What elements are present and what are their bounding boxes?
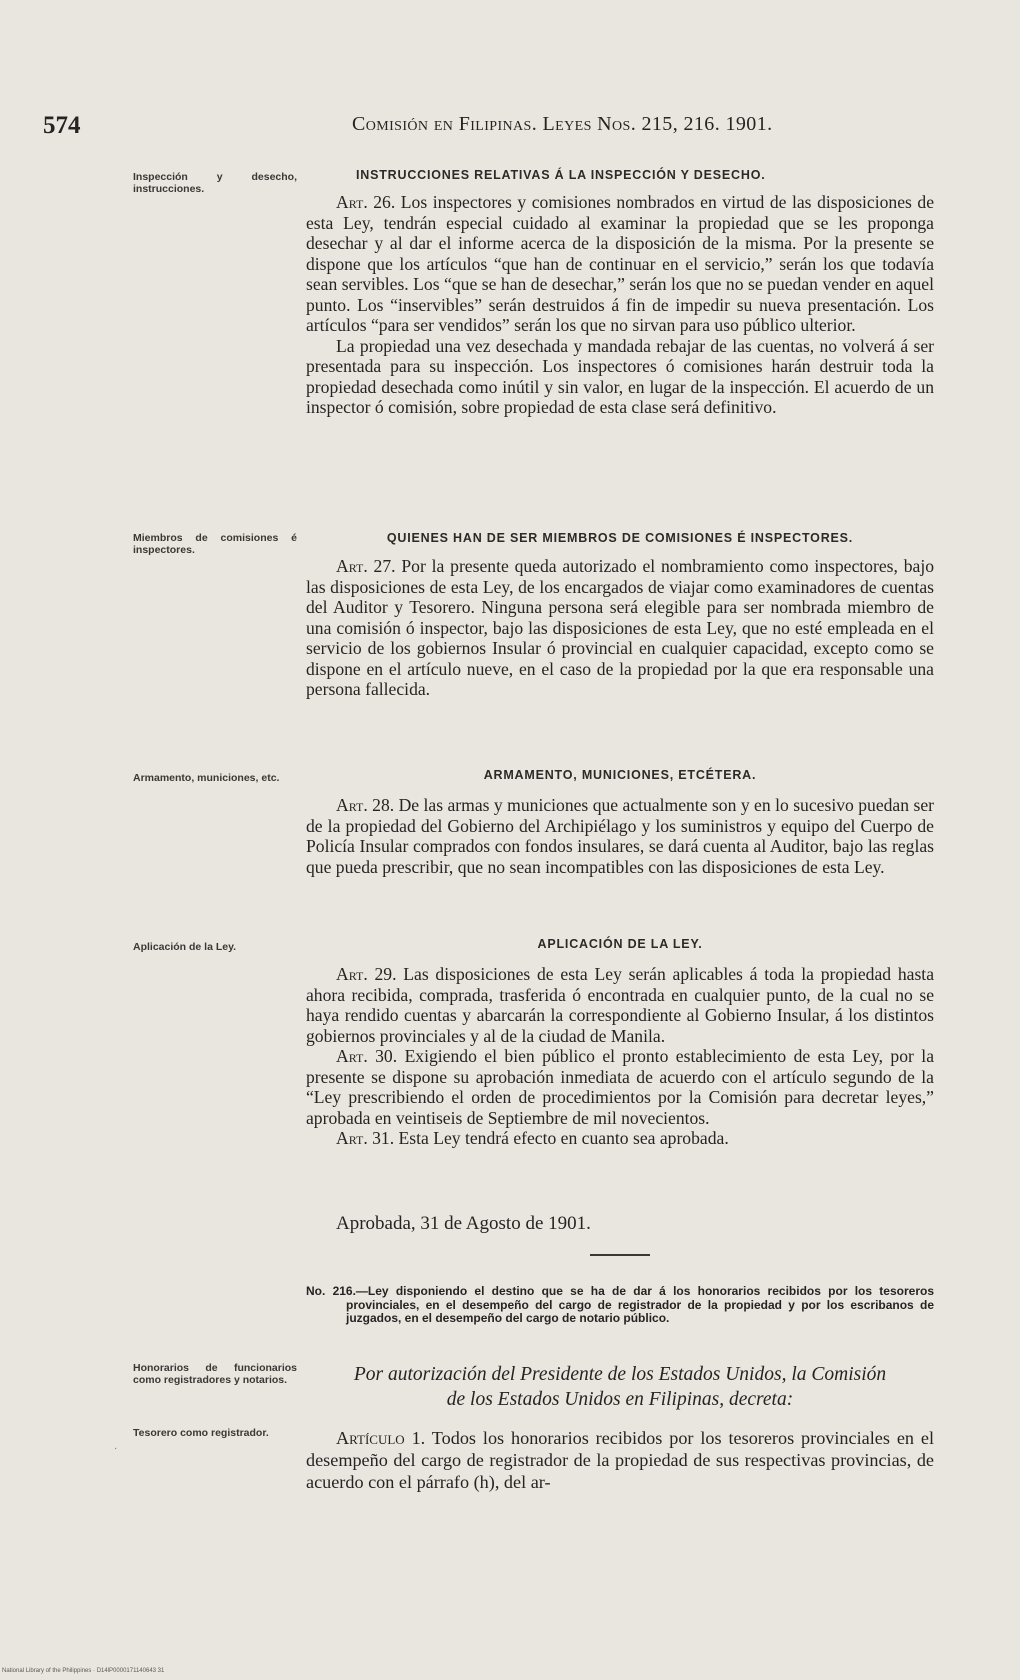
section-heading-members: QUIENES HAN DE SER MIEMBROS DE COMISIONES É INSPECTORES.: [386, 531, 854, 545]
article-27-paragraph: [306, 556, 934, 700]
law-216-article-1-text: Todos los honorarios recibidos por los tesoreros provinciales en el desempeño del cargo de registrador de la propiedad de sus respectivas provincias, de acuerdo con el párrafo (h), del ar-: [306, 1428, 935, 1492]
page-number: 574: [43, 112, 81, 139]
margin-note-tesorero: Tesorero como registrador.: [133, 1427, 269, 1439]
article-27-block: [306, 556, 934, 700]
article-29-paragraph: [306, 964, 934, 1046]
section-heading-application: APLICACIÓN DE LA LEY.: [537, 937, 703, 951]
margin-note-members: Miembros de comisiones é inspectores.: [133, 532, 297, 556]
law-216-summary: No. 216.—Ley disponiendo el destino que se ha de dar á los honorarios recibidos por los tesoreros provinciales, en el desempeño del cargo de registrador de la propiedad y por los escribanos de juzgados, en el desempeño del cargo de notario público.: [306, 1284, 934, 1325]
margin-note-honorarios: Honorarios de funcionarios como registradores y notarios.: [133, 1362, 297, 1386]
law-216-enacting-clause: [306, 1362, 934, 1412]
enacting-line-2: de los Estados Unidos en Filipinas, decreta:: [446, 1389, 794, 1410]
article-29-text: Las disposiciones de esta Ley serán aplicables á toda la propiedad hasta ahora recibida, comprada, trasferida ó encontrada en cualquier punto, de la cual no se haya rendido cuentas y abarcarán la correspondiente al Gobierno Insular, á los distintos gobiernos provinciales y al de la ciudad de Manila.: [306, 964, 934, 1046]
article-30-label: Art. 30.: [336, 1046, 398, 1066]
article-31-paragraph: [306, 1128, 934, 1149]
approval-date: Aprobada, 31 de Agosto de 1901.: [336, 1213, 591, 1234]
section-heading-inspection: INSTRUCCIONES RELATIVAS Á LA INSPECCIÓN Y DESECHO.: [356, 168, 766, 182]
article-26-block: [306, 192, 934, 418]
article-28-label: Art. 28.: [336, 795, 395, 815]
footer-source-note: National Library of the Philippines · D14lP0000171140643 31: [2, 1668, 165, 1674]
running-head: Comisión en Filipinas. Leyes Nos. 215, 216. 1901.: [352, 113, 773, 135]
side-mark: ·: [114, 1444, 118, 1455]
article-28-text: De las armas y municiones que actualmente son y en lo sucesivo puedan ser de la propiedad del Gobierno del Archipiélago y los suministros y equipo del Cuerpo de Policía Insular comprados con fondos insulares, se dará cuenta al Auditor, bajo las reglas que pueda prescribir, que no sean incompatibles con las disposiciones de esta Ley.: [306, 795, 934, 877]
article-30-text: Exigiendo el bien público el pronto establecimiento de esta Ley, por la presente se dispone su aprobación inmediata de acuerdo con el artículo segundo de la “Ley prescribiendo el orden de procedimientos por la Comisión para decretar leyes,” aprobada en veintiseis de Septiembre de mil novecientos.: [306, 1046, 935, 1128]
article-26-label: Art. 26.: [336, 192, 396, 212]
article-31-text: Esta Ley tendrá efecto en cuanto sea aprobada.: [398, 1128, 729, 1148]
article-31-label: Art. 31.: [336, 1128, 395, 1148]
margin-note-arms: Armamento, municiones, etc.: [133, 772, 280, 784]
article-26-paragraph-2: La propiedad una vez desechada y mandada rebajar de las cuentas, no volverá á ser presentada para su inspección. Los inspectores ó comisiones harán destruir toda la propiedad desechada como inútil y sin valor, en lugar de la inspección. El acuerdo de un inspector ó comisión, sobre propiedad de esta clase será definitivo.: [306, 335, 934, 417]
separator-rule: [590, 1254, 650, 1256]
article-29-label: Art. 29.: [336, 964, 397, 984]
law-216-article-1-paragraph: [306, 1427, 934, 1493]
article-26-paragraph-1: [306, 192, 934, 336]
margin-note-inspection: Inspección y desecho, instrucciones.: [133, 171, 297, 195]
articles-29-31-block: [306, 964, 934, 1149]
article-28-block: [306, 795, 934, 877]
section-heading-arms: ARMAMENTO, MUNICIONES, ETCÉTERA.: [483, 768, 757, 782]
article-27-label: Art. 27.: [336, 556, 396, 576]
law-216-article-1-block: [306, 1427, 934, 1493]
article-28-paragraph: [306, 795, 934, 877]
law-216-article-1-label: Artículo 1.: [336, 1428, 426, 1448]
margin-note-application: Aplicación de la Ley.: [133, 941, 237, 953]
article-26-text: Los inspectores y comisiones nombrados en virtud de las disposiciones de esta Ley, tendrán especial cuidado al examinar la propiedad que se les proponga desechar y al dar el informe acerca de la disposición de la misma. Por la presente se dispone que los artículos “que han de continuar en el servicio,” serán los que todavía sean servibles. Los “que se han de desechar,” serán los que no se puedan vender en aquel punto. Los “inservibles” serán destruidos á fin de impedir su nueva presentación. Los artículos “para ser vendidos” serán los que no sirvan para uso público ulterior.: [306, 192, 935, 335]
enacting-line-1: Por autorización del Presidente de los Estados Unidos, la Comisión: [353, 1364, 887, 1385]
article-30-paragraph: [306, 1046, 934, 1128]
article-27-text: Por la presente queda autorizado el nombramiento como inspectores, bajo las disposiciones de esta Ley, de los encargados de viajar como examinadores de cuentas del Auditor y Tesorero. Ninguna persona será elegible para ser nombrada miembro de una comisión ó inspector, bajo las disposiciones de esta Ley, que no esté empleada en el servicio de los gobiernos Insular ó provincial en cualquier capacidad, excepto como se dispone en el artículo nueve, en el caso de la propiedad por la que era responsable una persona fallecida.: [306, 556, 935, 699]
